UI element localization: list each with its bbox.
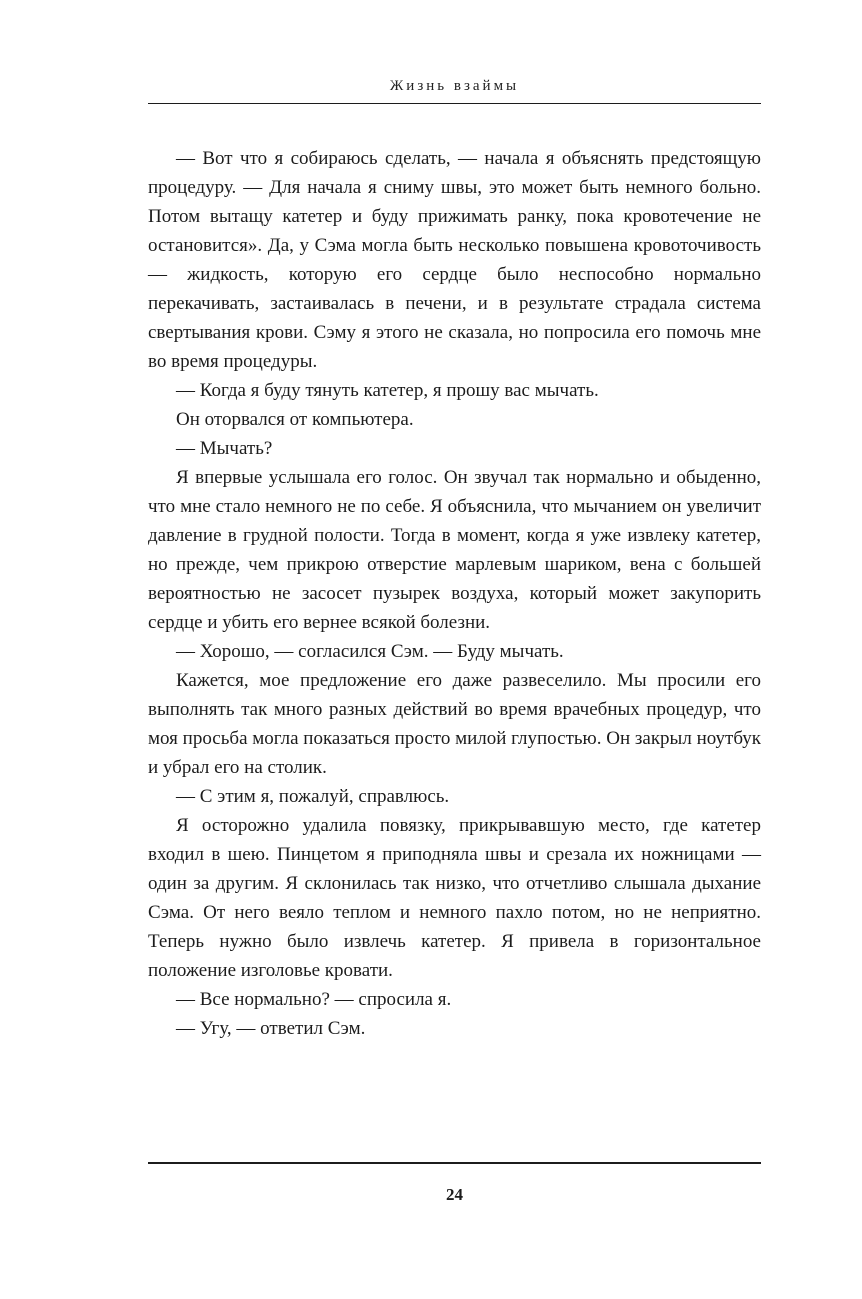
paragraph: — Угу, — ответил Сэм.	[176, 1018, 366, 1039]
header-rule	[148, 103, 761, 104]
paragraph: — Вот что я собираюсь сделать, — начала я объяснять предстоящую процедуру. — Для начала я сниму швы, это может быть немного больно. Потом вытащу катетер и буду прижимать ранку, пока кровотечение не остановится». Да, у Сэма могла быть несколько повышена кровоточивость — жидкость, которую его сердце было неспособно нормально перекачивать, застаивалась в печени, и в результате страдала система свертывания крови. Сэму я этого не сказала, но попросила его помочь мне во время процедуры.	[148, 148, 761, 372]
paragraph: Он оторвался от компьютера.	[176, 409, 414, 430]
paragraph: — С этим я, пожалуй, справлюсь.	[176, 786, 450, 807]
paragraph: — Когда я буду тянуть катетер, я прошу вас мычать.	[176, 380, 599, 401]
paragraph: — Все нормально? — спросила я.	[176, 989, 452, 1010]
paragraph: — Хорошо, — согласился Сэм. — Буду мычать.	[176, 641, 564, 662]
paragraph: Я впервые услышала его голос. Он звучал так нормально и обыденно, что мне стало немного не по себе. Я объяснила, что мычанием он увеличит давление в грудной полости. Тогда в момент, когда я уже извлеку катетер, но прежде, чем прикрою отверстие марлевым шариком, вена с большей вероятностью не засосет пузырек воздуха, который может закупорить сердце и убить его вернее всякой болезни.	[148, 467, 761, 633]
footer-rule	[148, 1162, 761, 1164]
paragraph: Я осторожно удалила повязку, прикрывавшую место, где катетер входил в шею. Пинцетом я приподняла швы и срезала их ножницами — один за другим. Я склонилась так низко, что отчетливо слышала дыхание Сэма. От него веяло теплом и немного пахло потом, но не неприятно. Теперь нужно было извлечь катетер. Я привела в горизонтальное положение изголовье кровати.	[148, 815, 761, 981]
paragraph: Кажется, мое предложение его даже развеселило. Мы просили его выполнять так много разных действий во время врачебных процедур, что моя просьба могла показаться просто милой глупостью. Он закрыл ноутбук и убрал его на столик.	[148, 670, 761, 778]
running-header: Жизнь взаймы	[389, 78, 520, 94]
page-number: 24	[446, 1185, 463, 1204]
page-body	[148, 144, 761, 1043]
paragraph: — Мычать?	[176, 438, 273, 459]
